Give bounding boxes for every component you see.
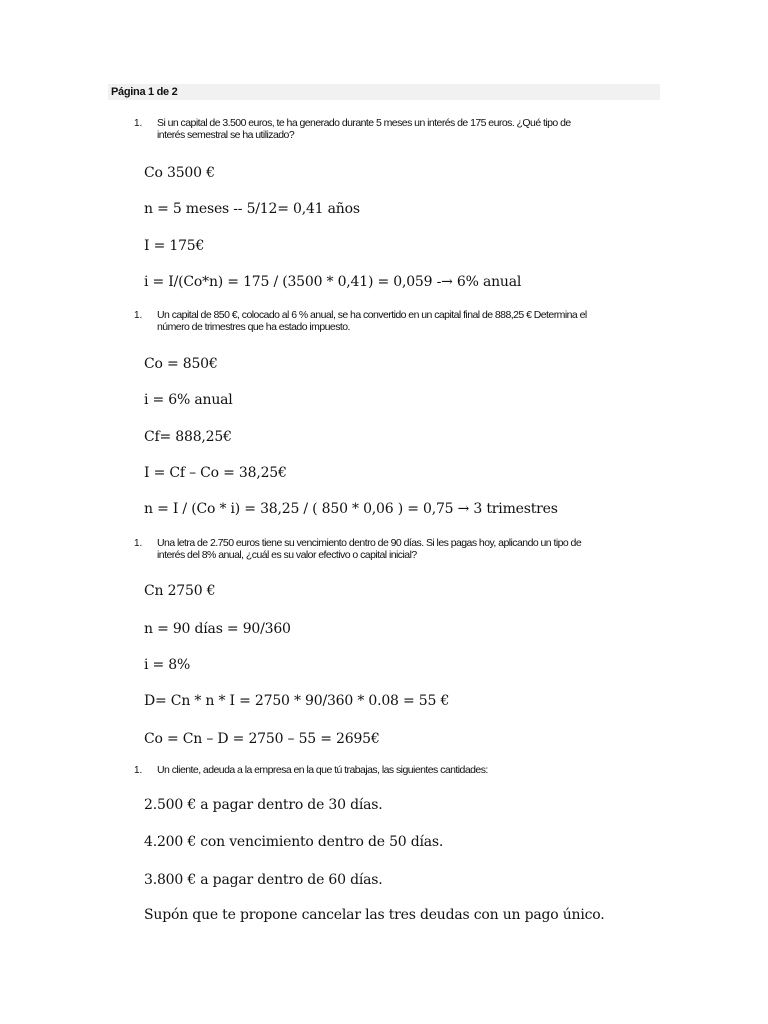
answer-line: i = 8% bbox=[144, 657, 191, 673]
answer-line: 3.800 € a pagar dentro de 60 días. bbox=[144, 872, 383, 888]
question-1-number: 1. bbox=[134, 118, 143, 129]
question-2-line-1: Un capital de 850 €, colocado al 6 % anual, se ha convertido en un capital final de 888,25 € Determina el bbox=[157, 309, 587, 321]
question-3-number: 1. bbox=[134, 538, 143, 549]
question-2-text bbox=[157, 309, 662, 333]
answer-line: n = 90 días = 90/360 bbox=[144, 621, 291, 637]
answer-line: Supón que te propone cancelar las tres deudas con un pago único. bbox=[144, 907, 605, 923]
question-4-number: 1. bbox=[134, 765, 143, 776]
answer-line: Co 3500 € bbox=[144, 165, 215, 181]
answer-line: D= Cn * n * I = 2750 * 90/360 * 0.08 = 55 € bbox=[144, 693, 450, 709]
question-3-line-2: interés del 8% anual, ¿cuál es su valor efectivo o capital inicial? bbox=[157, 549, 417, 561]
question-2-line-2: número de trimestres que ha estado impuesto. bbox=[157, 321, 350, 333]
question-1-text bbox=[157, 117, 662, 141]
answer-line: 4.200 € con vencimiento dentro de 50 días. bbox=[144, 834, 444, 850]
answer-line: n = I / (Co * i) = 38,25 / ( 850 * 0,06 ) = 0,75 → 3 trimestres bbox=[144, 501, 558, 517]
question-1-line-2: interés semestral se ha utilizado? bbox=[157, 129, 295, 141]
answer-line: Co = 850€ bbox=[144, 356, 218, 372]
answer-line: I = 175€ bbox=[144, 238, 205, 254]
answer-line: Cf= 888,25€ bbox=[144, 429, 232, 445]
answer-line: I = Cf – Co = 38,25€ bbox=[144, 465, 287, 481]
answer-line: i = 6% anual bbox=[144, 392, 233, 408]
answer-line: i = I/(Co*n) = 175 / (3500 * 0,41) = 0,059 -→ 6% anual bbox=[144, 274, 522, 290]
page-header: Página 1 de 2 bbox=[108, 84, 660, 100]
answer-line: n = 5 meses -- 5/12= 0,41 años bbox=[144, 201, 360, 217]
question-2-number: 1. bbox=[134, 310, 143, 321]
answer-line: Co = Cn – D = 2750 – 55 = 2695€ bbox=[144, 731, 380, 747]
question-3-line-1: Una letra de 2.750 euros tiene su vencimiento dentro de 90 días. Si les pagas hoy, aplicando un tipo de bbox=[157, 537, 582, 549]
question-1-line-1: Si un capital de 3.500 euros, te ha generado durante 5 meses un interés de 175 euros. ¿Qué tipo de bbox=[157, 117, 571, 129]
question-3-text bbox=[157, 537, 662, 561]
answer-line: 2.500 € a pagar dentro de 30 días. bbox=[144, 797, 383, 813]
question-4-line-1: Un cliente, adeuda a la empresa en la que tú trabajas, las siguientes cantidades: bbox=[157, 764, 488, 776]
question-4-text bbox=[157, 764, 662, 776]
answer-line: Cn 2750 € bbox=[144, 583, 216, 599]
